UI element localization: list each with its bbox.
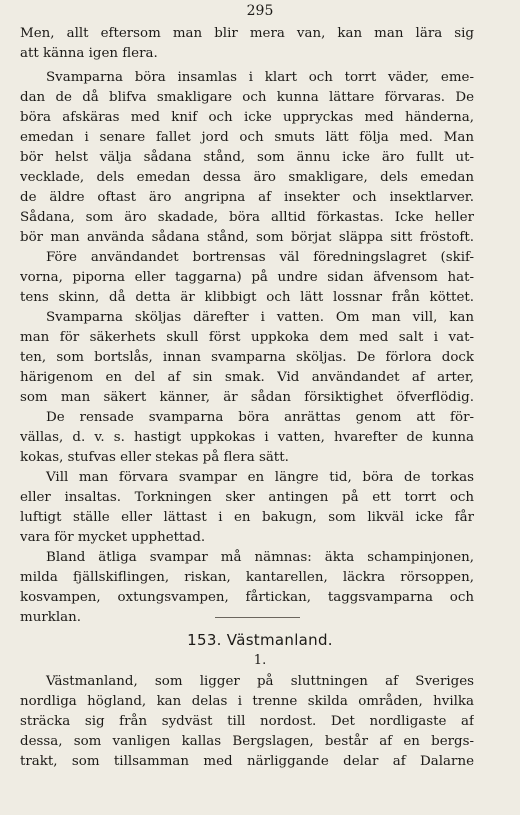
text-line: bör helst välja sådana stånd, som ännu icke äro fullt ut- [20, 150, 474, 165]
text-line: Vill man förvara svampar en längre tid, böra de torkas [46, 470, 474, 485]
page-number: 295 [246, 3, 274, 19]
text-line: att känna igen flera. [20, 46, 158, 61]
text-line: dessa, som vanligen kallas Bergslagen, består af en bergs- [20, 734, 474, 749]
text-line: sträcka sig från sydväst till nordost. Det nordligaste af [20, 714, 474, 729]
text-line: nordliga högland, kan delas i trenne skilda områden, hvilka [20, 694, 474, 709]
text-line: Bland ätliga svampar må nämnas: äkta schampinjonen, [46, 550, 474, 565]
text-line: vorna, piporna eller taggarna) på undre sidan äfvensom hat- [20, 270, 474, 285]
text-line: härigenom en del af sin smak. Vid användandet af arter, [20, 370, 474, 385]
text-line: tens skinn, då detta är klibbigt och lätt lossnar från köttet. [20, 290, 474, 305]
text-line: luftigt ställe eller lättast i en bakugn, som likväl icke får [20, 510, 474, 525]
section-heading: 153. Västmanland. [187, 631, 333, 649]
text-line: eller insaltas. Torkningen sker antingen på ett torrt och [20, 490, 474, 505]
text-line: man för säkerhets skull först uppkoka dem med salt i vat- [20, 330, 474, 345]
text-line: bör man använda sådana stånd, som börjat släppa sitt fröstoft. [20, 230, 474, 245]
text-line: de äldre oftast äro angripna af insekter och insektlarver. [20, 190, 474, 205]
text-line: ten, som bortslås, innan svamparna sköljas. De förlora dock [20, 350, 474, 365]
text-line: vara för mycket upphettad. [20, 530, 206, 545]
text-line: trakt, som tillsamman med närliggande delar af Dalarne [20, 754, 474, 769]
text-line: vällas, d. v. s. hastigt uppkokas i vatten, hvarefter de kunna [20, 430, 474, 445]
text-line: dan de då blifva smakligare och kunna lättare förvaras. De [20, 90, 474, 105]
text-line: Före användandet bortrensas väl föredningslagret (skif- [46, 250, 474, 265]
text-line: emedan i senare fallet jord och smuts lätt följa med. Man [20, 130, 474, 145]
text-line: som man säkert känner, är sådan försiktighet öfverflödig. [20, 390, 474, 405]
section-divider [215, 617, 300, 618]
text-line: milda fjällskiflingen, riskan, kantarellen, läckra rörsoppen, [20, 570, 474, 585]
text-line: kosvampen, oxtungsvampen, fårtickan, taggsvamparna och [20, 590, 474, 605]
text-line: böra afskäras med knif och icke uppryckas med händerna, [20, 110, 474, 125]
text-line: Svamparna sköljas därefter i vatten. Om man vill, kan [46, 310, 474, 325]
text-line: vecklade, dels emedan dessa äro smakligare, dels emedan [20, 170, 474, 185]
text-line: murklan. [20, 610, 81, 625]
text-line: Västmanland, som ligger på sluttningen af Sveriges [46, 674, 474, 689]
text-line: Svamparna böra insamlas i klart och torrt väder, eme- [46, 70, 474, 85]
text-line: De rensade svamparna böra anrättas genom att för- [46, 410, 474, 425]
text-line: kokas, stufvas eller stekas på flera sätt. [20, 450, 289, 465]
text-line: Sådana, som äro skadade, böra alltid förkastas. Icke heller [20, 210, 474, 225]
text-line: Men, allt eftersom man blir mera van, kan man lära sig [20, 26, 474, 41]
subsection-number: 1. [253, 653, 267, 668]
